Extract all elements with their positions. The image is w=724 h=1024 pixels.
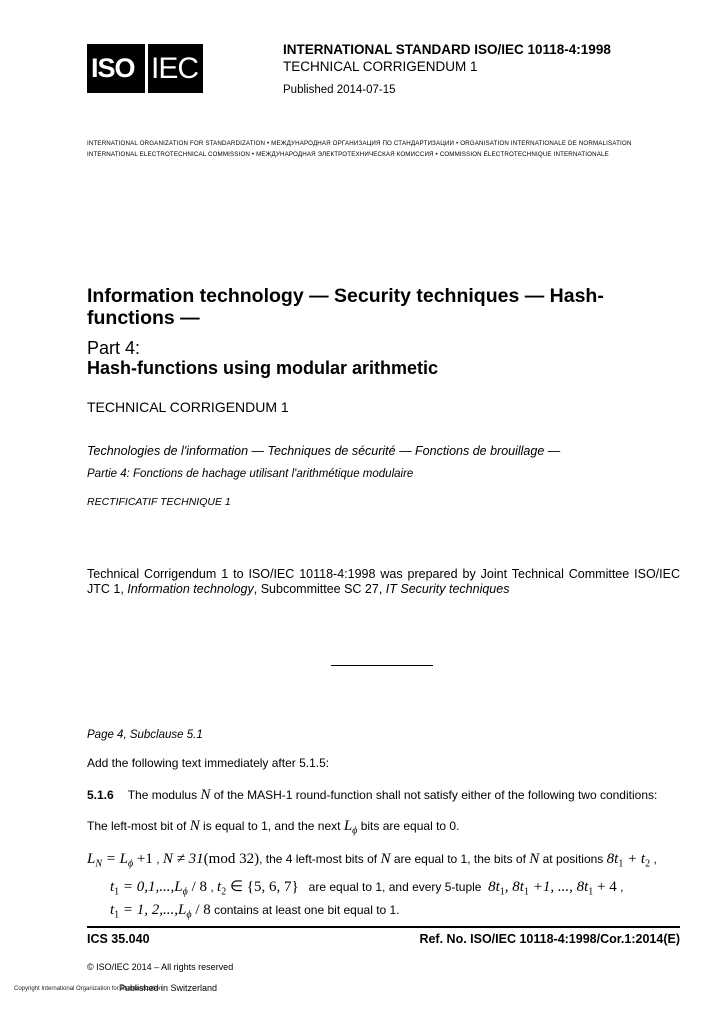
page-reference: Page 4, Subclause 5.1 [87, 729, 203, 741]
corrigendum-label: TECHNICAL CORRIGENDUM 1 [283, 59, 478, 74]
standard-number: INTERNATIONAL STANDARD ISO/IEC 10118-4:1998 [283, 42, 611, 57]
condition-line-2: $t_1 = 0,1,...,L_\phi / 8$ , $t_2$ ∈ {5, 6, 7} are equal to 1, and every 5-tuple $8t_1$, $8t_1 +1$, ..., $8t_1 + 4$ , [110, 879, 624, 898]
iso-logo-text: ISO [91, 53, 135, 83]
published-date: Published 2014-07-15 [283, 84, 396, 96]
clause-number: 5.1.6 [87, 788, 114, 802]
add-instruction: Add the following text immediately after 5.1.5: [87, 756, 330, 770]
copyright-watermark: Copyright International Organization for Standardization [14, 986, 163, 992]
organizations-line-1: INTERNATIONAL ORGANIZATION FOR STANDARDIZATION • МЕЖДУНАРОДНАЯ ОРГАНИЗАЦИЯ ПО СТАНДАРТИЗАЦИИ • ORGANISATION INTERNATIONALE DE NORMALISATION [87, 140, 632, 147]
document-title: Information technology — Security techniques — Hash-functions — [87, 285, 604, 329]
footer-rule [87, 926, 680, 928]
iec-logo-text: IEC [151, 52, 199, 85]
reference-number: Ref. No. ISO/IEC 10118-4:1998/Cor.1:2014(E) [419, 932, 680, 946]
organizations-line-2: INTERNATIONAL ELECTROTECHNICAL COMMISSION • МЕЖДУНАРОДНАЯ ЭЛЕКТРОТЕХНИЧЕСКАЯ КОМИССИЯ • COMMISSION ÉLECTROTECHNIQUE INTERNATIONALE [87, 151, 609, 158]
condition-line-1: $L_N = L_\phi +1$ , N ≠ 31(mod 32), the 4 left-most bits of N are equal to 1, the bits of N at positions $8t_1 + t_2$ , [87, 851, 657, 870]
clause-5-1-6: 5.1.6 The modulus N of the MASH-1 round-function shall not satisfy either of the following two conditions: [87, 787, 658, 803]
ics-code: ICS 35.040 [87, 932, 150, 946]
part-title: Hash-functions using modular arithmetic [87, 358, 439, 378]
french-rectificatif: RECTIFICATIF TECHNIQUE 1 [87, 496, 231, 508]
part-number: Part 4: [87, 338, 141, 358]
iec-logo [148, 44, 203, 93]
preparation-paragraph: Technical Corrigendum 1 to ISO/IEC 10118-4:1998 was prepared by Joint Technical Committee ISO/IEC JTC 1, Information technology, Subcommittee SC 27, IT Security techniques [87, 567, 680, 596]
french-part: Partie 4: Fonctions de hachage utilisant l'arithmétique modulaire [87, 468, 414, 480]
condition-leftmost: The left-most bit of N is equal to 1, and the next $L_\phi$ bits are equal to 0. [87, 818, 460, 837]
iso-logo [87, 44, 145, 93]
published-in: Published in Switzerland [119, 983, 218, 993]
condition-line-3: $t_1 = 1$, $2,...,L_\phi / 8$ contains at least one bit equal to 1. [110, 902, 400, 921]
french-title: Technologies de l'information — Techniques de sécurité — Fonctions de brouillage — [87, 444, 561, 458]
corrigendum-heading: TECHNICAL CORRIGENDUM 1 [87, 399, 289, 415]
copyright-notice: © ISO/IEC 2014 – All rights reserved [87, 962, 234, 972]
divider-line [331, 665, 433, 666]
